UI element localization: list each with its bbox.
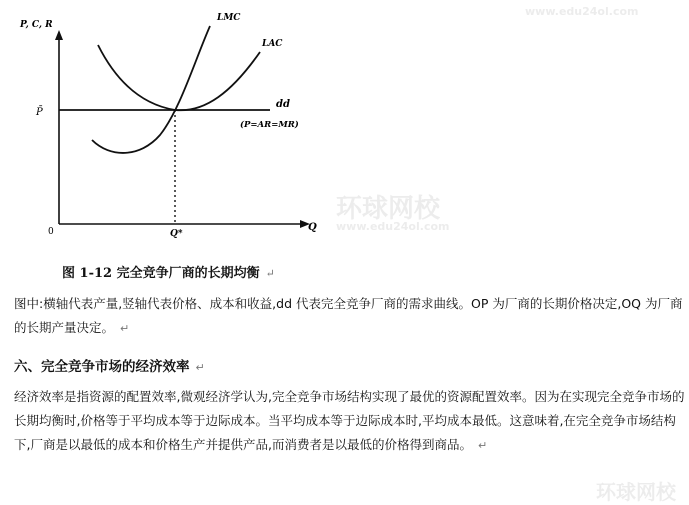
y-axis-arrow-icon	[55, 30, 63, 40]
return-mark: ↵	[195, 361, 205, 374]
return-mark: ↵	[265, 267, 275, 280]
section-heading-text: 六、完全竞争市场的经济效率	[14, 359, 190, 375]
watermark-brand: 环球网校	[336, 194, 441, 224]
price-label: P̄	[36, 107, 43, 118]
dd-label: dd	[276, 99, 290, 110]
watermark-url-top: www.edu24ol.com	[525, 5, 639, 18]
lmc-curve	[92, 26, 210, 153]
lac-label: LAC	[262, 39, 283, 49]
body-paragraph	[14, 385, 686, 458]
caption-text: 图 1-12 完全竞争厂商的长期均衡	[62, 266, 260, 281]
quantity-label: Q*	[170, 229, 183, 239]
return-mark: ↵	[120, 322, 130, 335]
watermark-url-mid: www.edu24ol.com	[336, 220, 450, 233]
origin-label: 0	[48, 227, 54, 237]
x-axis-label: Q	[308, 222, 317, 233]
lmc-label: LMC	[217, 13, 241, 23]
return-mark: ↵	[477, 439, 488, 452]
figure-caption	[62, 262, 275, 281]
explanation-text: 图中:横轴代表产量,竖轴代表价格、成本和收益,dd 代表完全竞争厂商的需求曲线。OP 为厂商的长期价格决定,OQ 为厂商的长期产量决定。	[14, 296, 683, 335]
y-axis-label: P, C, R	[20, 20, 53, 30]
section-heading	[14, 355, 205, 375]
dd-note: (P=AR=MR)	[240, 120, 299, 130]
watermark-brand-corner: 环球网校	[596, 480, 676, 504]
explanation-paragraph	[14, 292, 686, 341]
body-text: 经济效率是指资源的配置效率,微观经济学认为,完全竞争市场结构实现了最优的资源配置效率。因为在实现完全竞争市场的长期均衡时,价格等于平均成本等于边际成本。当平均成本等于边际成本时,平均成本最低。这意味着,在完全竞争市场结构下,厂商是以最低的成本和价格生产并提供产品,而消费者是以最低的价格得到商品。	[14, 389, 685, 452]
